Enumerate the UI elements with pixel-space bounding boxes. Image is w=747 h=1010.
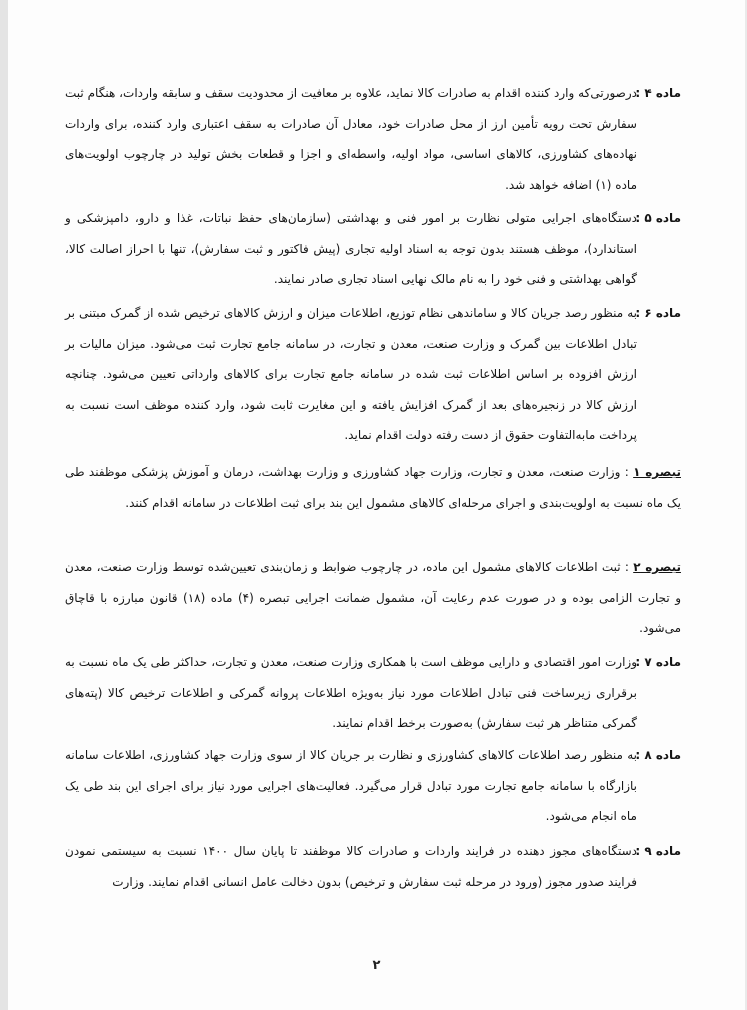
article-text: دستگاه‌های مجوز دهنده در فرایند واردات و صادرات کالا موظفند تا پایان سال ۱۴۰۰ نسبت به سیستمی نمودن فرایند صدور مجوز (ورود در مرحله ثبت سفارش و ترخیص) بدون دخالت عامل انسانی اقدام نمایند. وزارت (65, 844, 637, 889)
article-4 (65, 78, 681, 200)
article-label: ماده ۹ : (635, 844, 681, 858)
article-label: ماده ۶ : (635, 306, 681, 320)
article-7 (65, 647, 681, 739)
article-text: درصورتی‌که وارد کننده اقدام به صادرات کالا نماید، علاوه بر معافیت از محدودیت سقف و سابقه واردات، هنگام ثبت سفارش تحت رویه تأمین ارز از محل صادرات خود، معادل آن صادرات به سقف اعتباری وارد کننده، برای واردات نهاده‌های کشاورزی، کالاهای اساسی، مواد اولیه، واسطه‌ای و اجزا و قطعات بخش تولید در چارچوب اولویت‌های ماده (۱) اضافه خواهد شد. (65, 86, 637, 192)
article-label: ماده ۴ : (635, 86, 681, 100)
note-label: تبصره ۱ (633, 465, 681, 479)
page-number: ۲ (372, 958, 381, 973)
article-label: ماده ۵ : (635, 211, 681, 225)
article-label: ماده ۷ : (635, 655, 681, 669)
article-8 (65, 740, 681, 832)
article-text: به منظور رصد اطلاعات کالاهای کشاورزی و نظارت بر جریان کالا از سوی وزارت جهاد کشاورزی، اطلاعات سامانه بازارگاه با سامانه جامع تجارت مورد تبادل قرار می‌گیرد. فعالیت‌های اجرایی مورد نیاز برای اجرای این بند طی یک ماه انجام می‌شود. (65, 748, 637, 823)
article-text: دستگاه‌های اجرایی متولی نظارت بر امور فنی و بهداشتی (سازمان‌های حفظ نباتات، غذا و دارو، دامپزشکی و استاندارد)، موظف هستند بدون توجه به اسناد اولیه تجاری (پیش فاکتور و ثبت سفارش)، تنها با احراز اصالت کالا، گواهی بهداشتی و فنی خود را به نام مالک نهایی اسناد تجاری صادر نمایند. (65, 211, 637, 286)
article-label: ماده ۸ : (635, 748, 681, 762)
article-text: به منظور رصد جریان کالا و ساماندهی نظام توزیع، اطلاعات میزان و ارزش کالاهای ترخیص شده از گمرک مبتنی بر تبادل اطلاعات بین گمرک و وزارت صنعت، معدن و تجارت، در سامانه جامع تجارت ثبت می‌شود. میزان مالیات بر ارزش افزوده بر اساس اطلاعات ثبت شده در سامانه جامع تجارت برای کالاهای وارداتی تعیین می‌شود. چنانچه ارزش کالا در زنجیره‌های بعد از گمرک افزایش یافته و این مغایرت ثابت شود، وارد کننده موظف است نسبت به پرداخت مابه‌التفاوت حقوق از دست رفته دولت اقدام نماید. (65, 306, 637, 442)
note-text: : وزارت صنعت، معدن و تجارت، وزارت جهاد کشاورزی و وزارت بهداشت، درمان و آموزش پزشکی موظفند طی یک ماه نسبت به اولویت‌بندی و اجرای مرحله‌ای کالاهای مشمول این بند برای ثبت اطلاعات در سامانه اقدام کنند. (65, 465, 681, 510)
article-6 (65, 298, 681, 451)
article-text: وزارت امور اقتصادی و دارایی موظف است با همکاری وزارت صنعت، معدن و تجارت، حداکثر طی یک ماه نسبت به برقراری زیرساخت فنی تبادل اطلاعات مورد نیاز به‌ویژه اطلاعات پروانه گمرکی و اطلاعات ترخیص کالا (پته‌های گمرکی متناظر هر ثبت سفارش) به‌صورت برخط اقدام نمایند. (65, 655, 637, 730)
note-2 (65, 552, 681, 644)
article-5 (65, 203, 681, 295)
note-1 (65, 457, 681, 518)
note-label: تبصره ۲ (633, 560, 681, 574)
article-9 (65, 836, 681, 897)
note-text: : ثبت اطلاعات کالاهای مشمول این ماده، در چارچوب ضوابط و زمان‌بندی تعیین‌شده توسط وزارت صنعت، معدن و تجارت الزامی بوده و در صورت عدم رعایت آن، مشمول ضمانت اجرایی تبصره (۴) ماده (۱۸) قانون مبارزه با قاچاق می‌شود. (65, 560, 681, 635)
